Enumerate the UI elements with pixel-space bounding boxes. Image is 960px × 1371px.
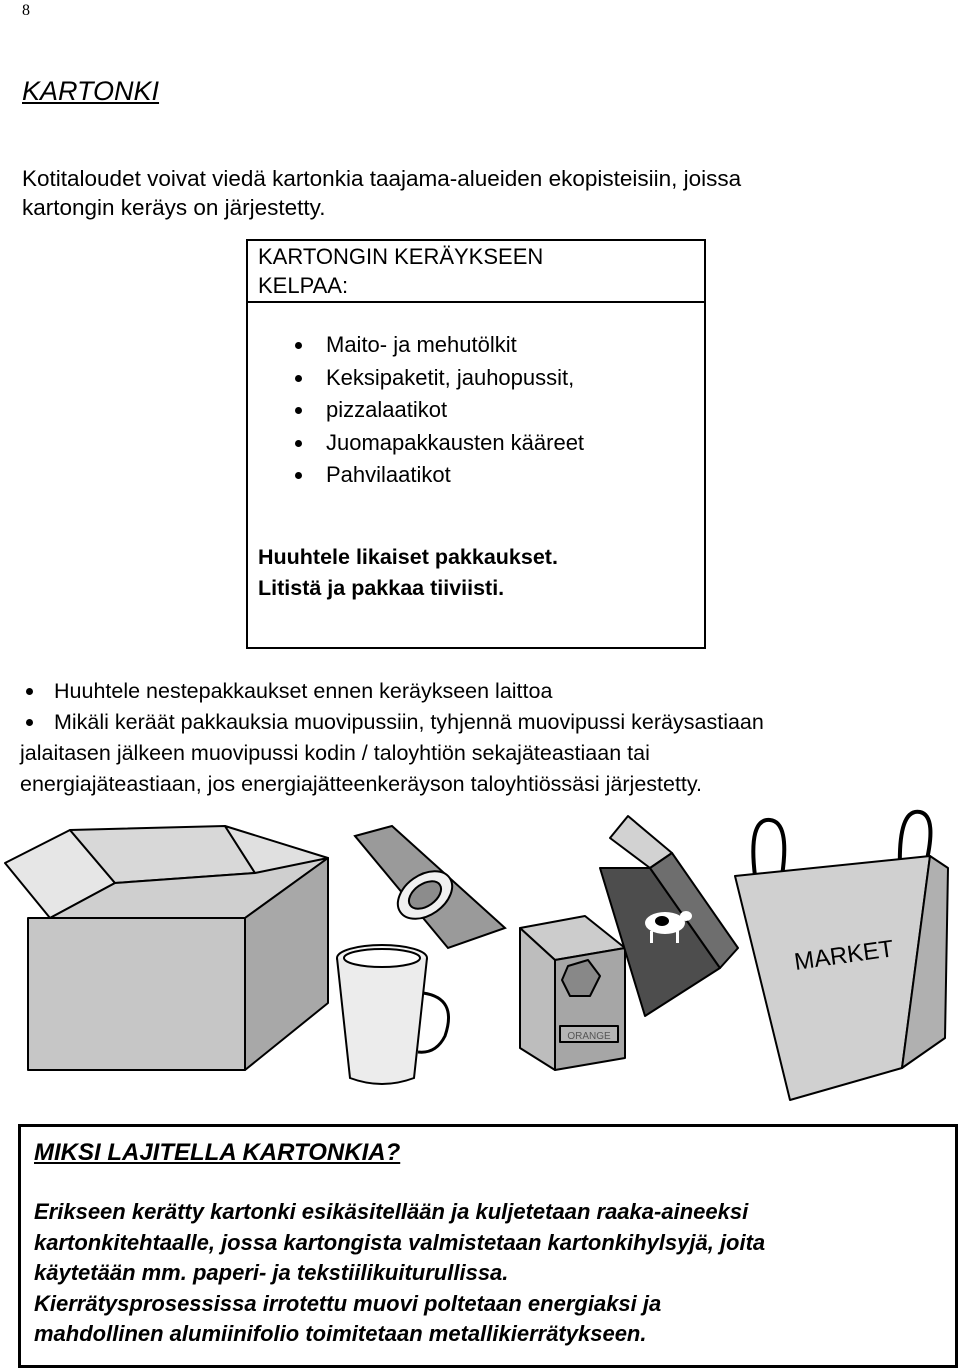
- why-sort-box: [18, 1124, 958, 1368]
- list-item-label: Maito- ja mehutölkit: [326, 332, 517, 357]
- bullet-icon: [295, 440, 302, 447]
- why-sort-line: mahdollinen alumiinifolio toimitetaan metallikierrätykseen.: [34, 1321, 647, 1346]
- list-item: [248, 362, 584, 395]
- instruction-text: Huuhtele nestepakkaukset ennen keräykseen laittoa: [54, 679, 553, 703]
- instruction-continuation: energiajäteastiaan, jos energiajätteenkeräyson taloyhtiössäsi järjestetty.: [20, 772, 703, 796]
- accepted-items-list: [248, 329, 584, 492]
- recyclables-illustration: [0, 808, 960, 1108]
- list-item-label: Juomapakkausten kääreet: [326, 429, 585, 455]
- why-sort-line: käytetään mm. paperi- ja tekstiilikuiturullissa.: [34, 1260, 509, 1285]
- cardboard-box-icon: [5, 826, 328, 1070]
- why-sort-line: Erikseen kerätty kartonki esikäsitellään ja kuljetetaan raaka-aineeksi: [34, 1199, 749, 1224]
- accepted-items-header: [248, 241, 704, 303]
- list-item-label: Keksipaketit, jauhopussit,: [326, 364, 575, 390]
- header-line: KARTONGIN KERÄYKSEEN: [258, 244, 544, 269]
- list-item: [248, 394, 584, 427]
- paper-cup-icon: [337, 945, 449, 1084]
- bullet-icon: [26, 719, 33, 726]
- why-sort-line: Kierrätysprosessissa irrotettu muovi poltetaan energiaksi ja: [34, 1290, 662, 1316]
- list-item-label: pizzalaatikot: [326, 397, 448, 422]
- bullet-icon: [295, 342, 302, 349]
- why-sort-line: kartonkitehtaalle, jossa kartongista valmistetaan kartonkihylsyjä, joita: [34, 1229, 766, 1255]
- accepted-items-note: [258, 542, 558, 604]
- bullet-icon: [295, 375, 302, 382]
- carton-label: ORANGE: [567, 1031, 611, 1042]
- shopping-bag-icon: [735, 812, 948, 1100]
- instruction-item: [20, 707, 950, 738]
- bullet-icon: [295, 407, 302, 414]
- intro-line: kartongin keräys on järjestetty.: [22, 195, 326, 220]
- cardboard-tube-icon: [355, 826, 505, 948]
- note-line: Huuhtele likaiset pakkaukset.: [258, 545, 558, 569]
- list-item: [248, 427, 584, 460]
- bullet-icon: [26, 688, 33, 695]
- accepted-items-box: [246, 239, 706, 649]
- instruction-item: [20, 676, 950, 707]
- list-item-label: Pahvilaatikot: [326, 462, 451, 487]
- instruction-text: Mikäli keräät pakkauksia muovipussiin, tyhjennä muovipussi keräysastiaan: [54, 710, 764, 734]
- why-sort-text: [34, 1197, 765, 1350]
- bullet-icon: [295, 472, 302, 479]
- juice-carton-icon: [520, 916, 625, 1070]
- list-item: [248, 329, 584, 362]
- page-number: 8: [22, 2, 30, 19]
- note-line: Litistä ja pakkaa tiiviisti.: [258, 576, 505, 600]
- instructions-list: [20, 676, 950, 800]
- header-line: KELPAA:: [258, 273, 349, 298]
- list-item: [248, 459, 584, 492]
- bag-label: MARKET: [792, 935, 896, 976]
- intro-line: Kotitaloudet voivat viedä kartonkia taajama-alueiden ekopisteisiin, joissa: [22, 166, 742, 191]
- intro-paragraph: [22, 164, 922, 222]
- instruction-continuation: jalaitasen jälkeen muovipussi kodin / taloyhtiön sekajäteastiaan tai: [20, 741, 650, 765]
- why-sort-title: MIKSI LAJITELLA KARTONKIA?: [34, 1139, 401, 1166]
- page-title: KARTONKI: [22, 76, 160, 106]
